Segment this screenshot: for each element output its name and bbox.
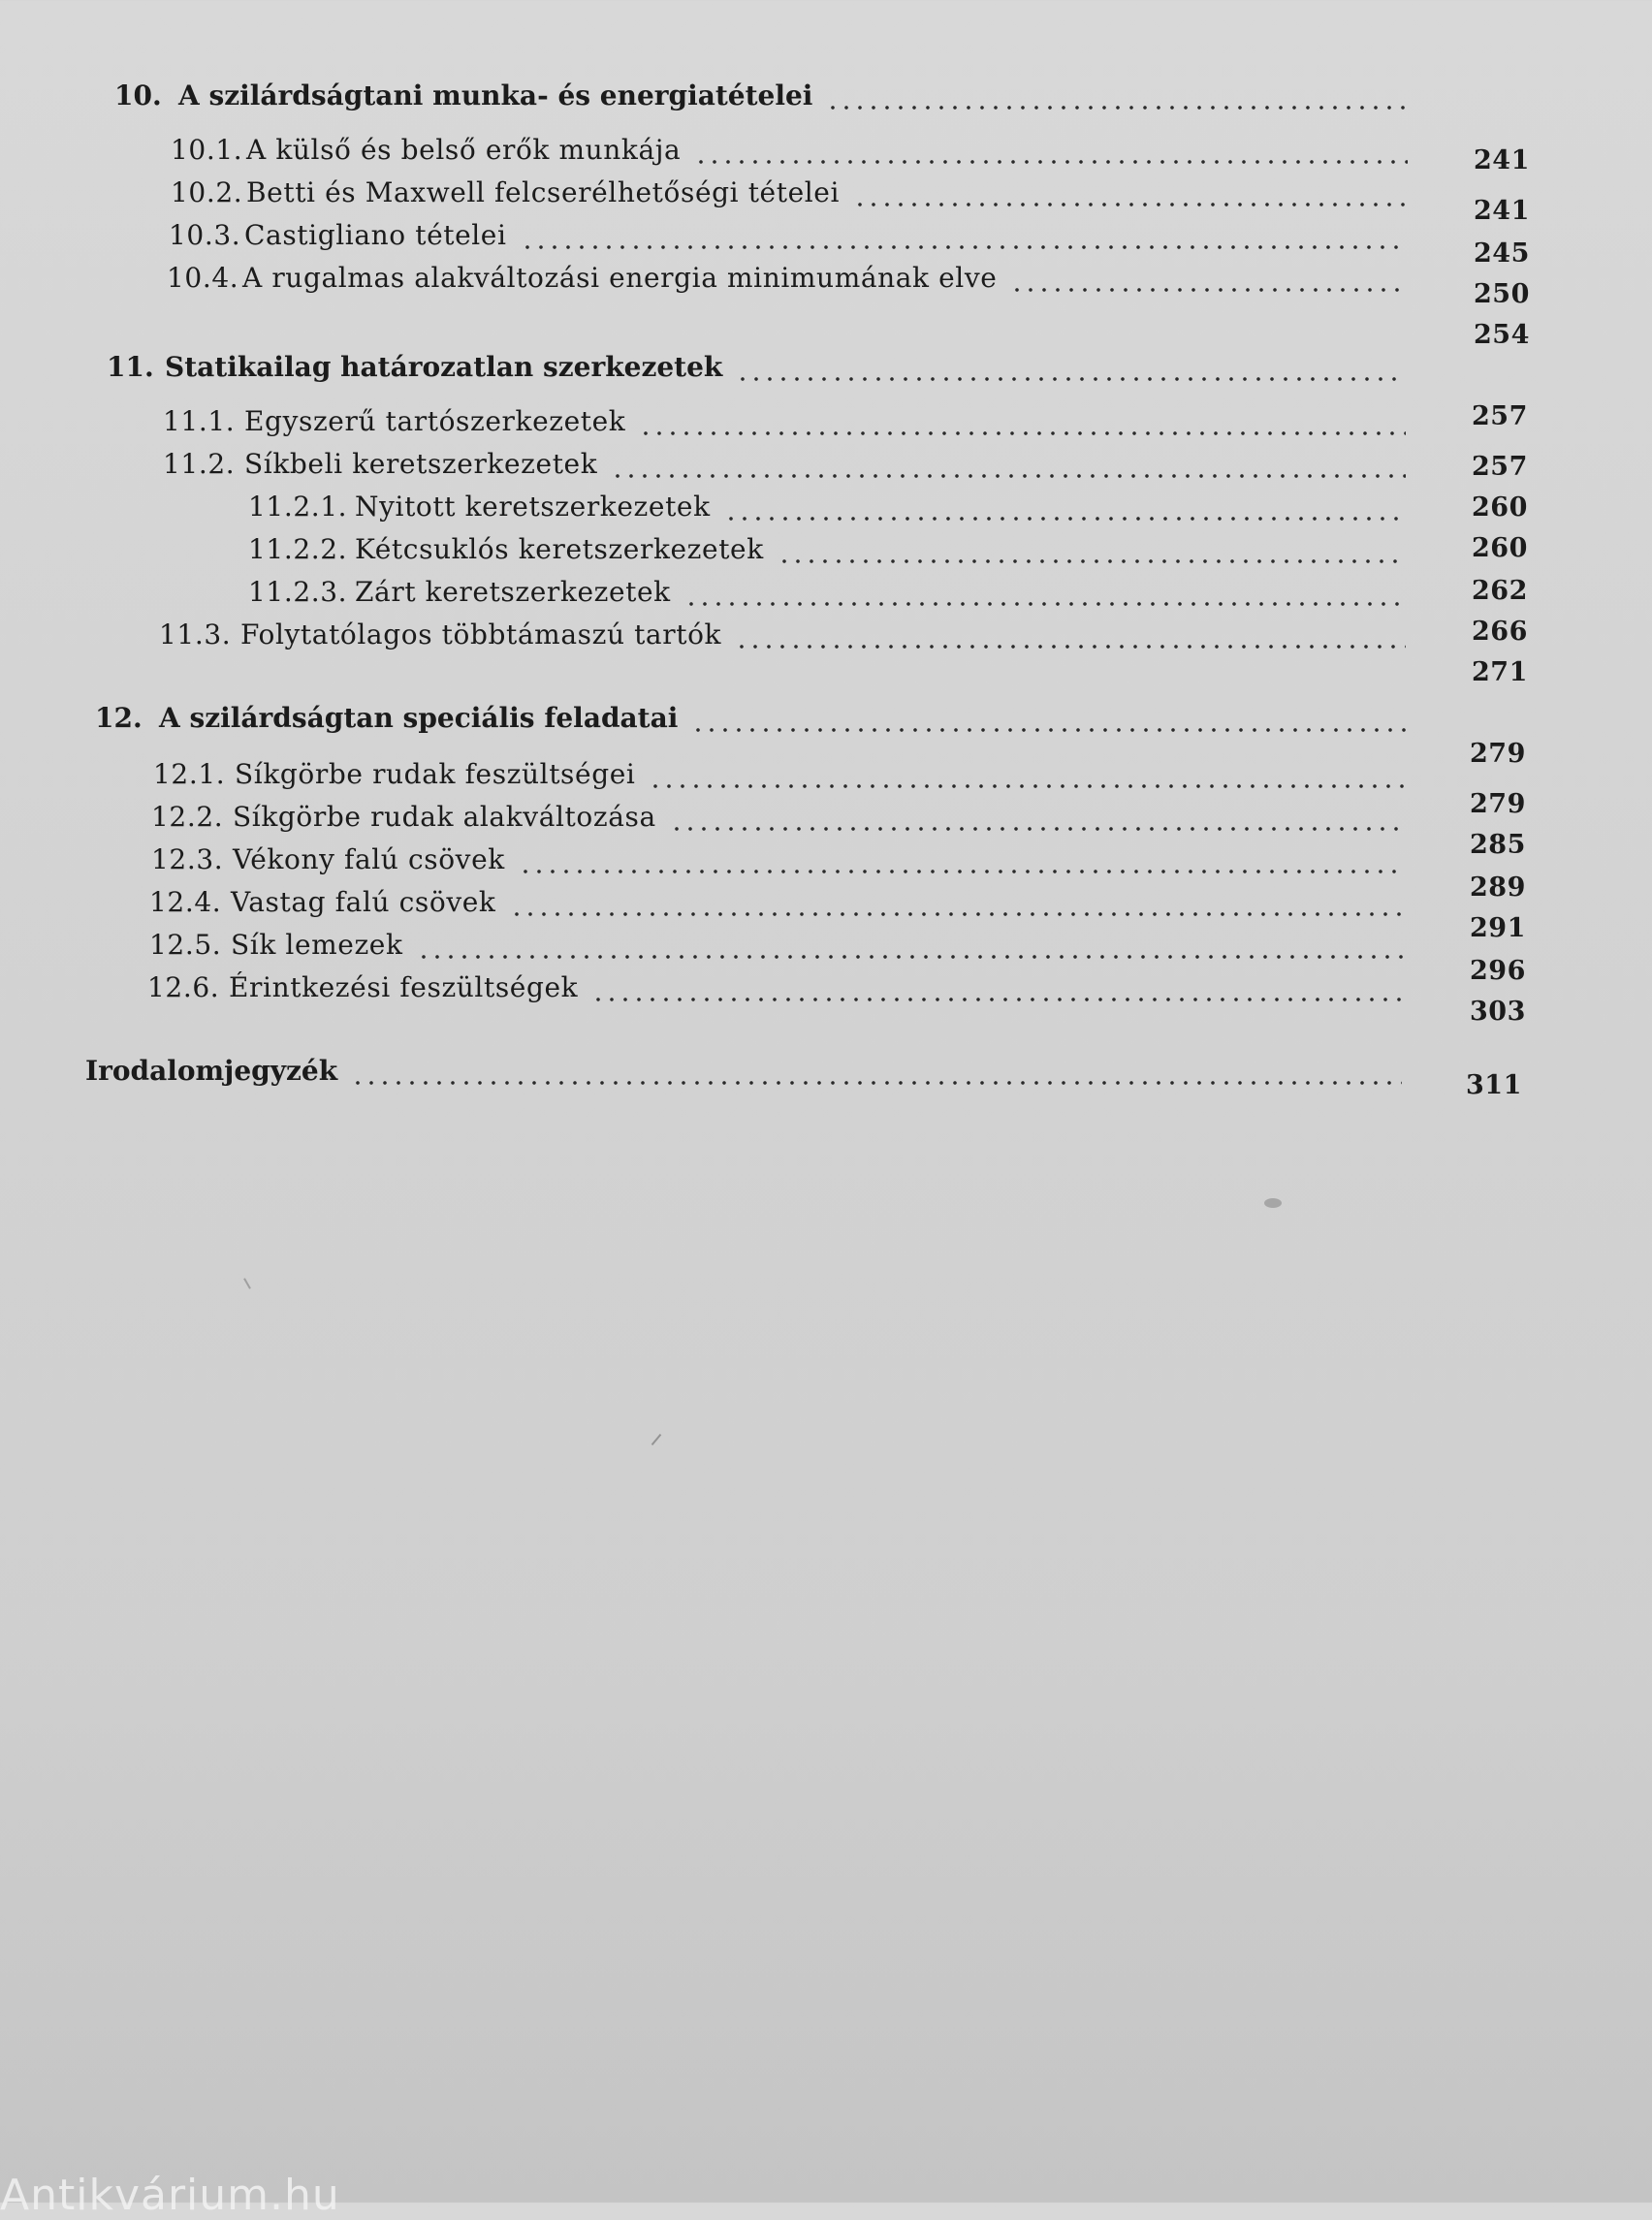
toc-title: Irodalomjegyzék <box>85 1055 338 1087</box>
toc-title: Nyitott keretszerkezetek <box>355 491 711 523</box>
toc-number: 12.4. <box>149 886 222 918</box>
toc-section-12-3 <box>151 843 1419 882</box>
toc-title: Síkgörbe rudak alakváltozása <box>233 801 656 833</box>
toc-number: 12.6. <box>147 971 220 1003</box>
toc-subsection-11-2-1 <box>248 491 1419 529</box>
toc-title: Folytatólagos többtámaszú tartók <box>240 618 722 650</box>
toc-section-12-4 <box>149 886 1419 925</box>
dot-leader <box>736 377 1406 381</box>
toc-number: 10.1. <box>171 134 243 166</box>
watermark-text: Antikvárium.hu <box>0 2171 340 2220</box>
toc-page-number: 279 <box>1470 789 1526 819</box>
toc-section-12-6 <box>147 971 1419 1010</box>
toc-number: 11.1. <box>163 405 236 437</box>
toc-subsection-11-2-3 <box>248 576 1419 615</box>
toc-section-11-3 <box>159 618 1419 657</box>
paper-speck <box>651 1434 662 1445</box>
toc-page-number: 266 <box>1472 617 1528 647</box>
dot-leader <box>694 160 1408 164</box>
dot-leader <box>826 106 1405 110</box>
toc-page-number: 257 <box>1472 452 1528 482</box>
toc-title: Egyszerű tartószerkezetek <box>244 405 626 437</box>
dot-leader <box>521 245 1408 249</box>
toc-number: 11.2.1. <box>248 491 348 523</box>
toc-title: Kétcsuklós keretszerkezetek <box>355 533 764 565</box>
toc-page-number: 260 <box>1472 533 1528 563</box>
toc-page-number: 250 <box>1474 279 1530 309</box>
dot-leader <box>1010 288 1408 292</box>
toc-number: 10.3. <box>169 219 241 251</box>
toc-chapter-10 <box>114 79 1418 118</box>
toc-number: 12. <box>95 702 143 734</box>
toc-title: Betti és Maxwell felcserélhetőségi tételei <box>246 176 841 208</box>
paper-speck <box>243 1278 251 1288</box>
toc-number: 12.3. <box>151 843 224 875</box>
dot-leader <box>519 870 1406 873</box>
dot-leader <box>691 728 1406 732</box>
toc-number: 10.4. <box>167 262 239 294</box>
dot-leader <box>611 474 1406 478</box>
toc-section-11-1 <box>163 405 1419 444</box>
toc-page-number: 285 <box>1470 830 1526 860</box>
toc-number: 11.3. <box>159 618 232 650</box>
dot-leader <box>670 827 1406 831</box>
toc-title: Castigliano tételei <box>244 219 507 251</box>
toc-page-number: 291 <box>1470 913 1526 943</box>
dot-leader <box>778 559 1406 563</box>
toc-title: Sík lemezek <box>231 929 403 961</box>
dot-leader <box>591 998 1406 1001</box>
toc-number: 11.2.2. <box>248 533 348 565</box>
paper-speck <box>1264 1198 1282 1208</box>
toc-page-number: 245 <box>1474 238 1530 269</box>
toc-section-10-4 <box>167 262 1421 301</box>
toc-number: 10. <box>114 79 162 111</box>
toc-title: A külső és belső erők munkája <box>246 134 682 166</box>
toc-page-number: 279 <box>1470 739 1526 769</box>
toc-bibliography <box>85 1055 1415 1094</box>
toc-title: Statikailag határozatlan szerkezetek <box>165 351 723 383</box>
toc-subsection-11-2-2 <box>248 533 1419 572</box>
dot-leader <box>735 645 1406 649</box>
toc-page-number: 260 <box>1472 492 1528 523</box>
toc-page-number: 303 <box>1470 997 1526 1027</box>
toc-page-number: 311 <box>1466 1070 1522 1100</box>
toc-page-number: 241 <box>1474 196 1530 226</box>
dot-leader <box>510 912 1407 916</box>
toc-number: 12.5. <box>149 929 222 961</box>
toc-number: 11.2.3. <box>248 576 348 608</box>
toc-section-10-3 <box>169 219 1421 258</box>
dot-leader <box>684 602 1406 606</box>
toc-title: Vékony falú csövek <box>233 843 505 875</box>
toc-title: Érintkezési feszültségek <box>229 971 579 1003</box>
toc-title: Zárt keretszerkezetek <box>355 576 671 608</box>
toc-section-12-5 <box>149 929 1419 967</box>
toc-chapter-12 <box>95 702 1419 741</box>
dot-leader <box>724 517 1406 521</box>
toc-number: 11.2. <box>163 448 236 480</box>
toc-page-number: 271 <box>1472 657 1528 687</box>
toc-section-12-1 <box>153 758 1419 797</box>
toc-number: 12.1. <box>153 758 226 790</box>
toc-section-10-1 <box>171 134 1421 173</box>
toc-number: 12.2. <box>151 801 224 833</box>
toc-title: A rugalmas alakváltozási energia minimumának elve <box>242 262 998 294</box>
toc-title: A szilárdságtan speciális feladatai <box>159 702 679 734</box>
toc-page-number: 262 <box>1472 576 1528 606</box>
toc-page-number: 241 <box>1474 145 1530 175</box>
dot-leader <box>649 784 1406 788</box>
dot-leader <box>853 203 1408 206</box>
toc-page-number: 257 <box>1472 401 1528 431</box>
toc-section-11-2 <box>163 448 1419 487</box>
toc-chapter-11 <box>107 351 1419 390</box>
toc-number: 11. <box>107 351 154 383</box>
dot-leader <box>639 431 1406 435</box>
toc-title: A szilárdságtani munka- és energiatételei <box>178 79 813 111</box>
toc-page-number: 289 <box>1470 872 1526 903</box>
toc-section-12-2 <box>151 801 1419 840</box>
toc-page-number: 254 <box>1474 320 1530 350</box>
dot-leader <box>417 955 1406 959</box>
dot-leader <box>351 1081 1402 1085</box>
toc-page-number: 296 <box>1470 956 1526 986</box>
toc-title: Vastag falú csövek <box>231 886 496 918</box>
toc-number: 10.2. <box>171 176 243 208</box>
toc-title: Síkgörbe rudak feszültségei <box>235 758 636 790</box>
toc-title: Síkbeli keretszerkezetek <box>244 448 598 480</box>
toc-section-10-2 <box>171 176 1421 215</box>
